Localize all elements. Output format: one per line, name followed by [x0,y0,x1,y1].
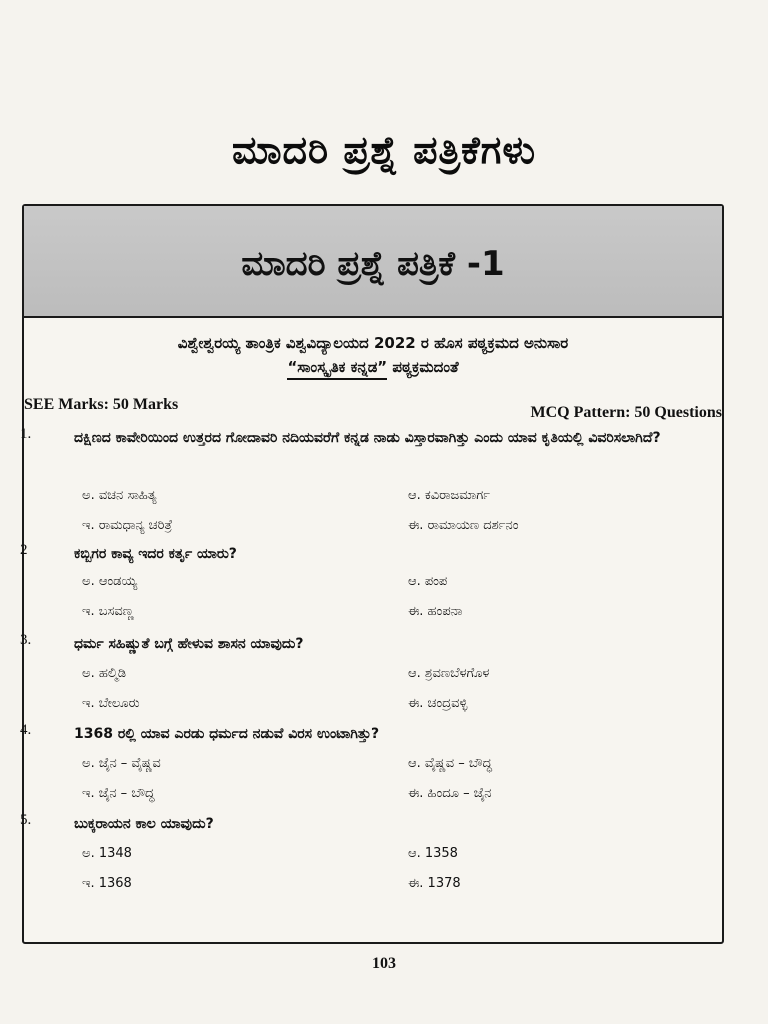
question-number: 4. [20,722,32,738]
question-text: ಕಬ್ಬಿಗರ ಕಾವ್ಯ ಇದರ ಕರ್ತೃ ಯಾರು? [74,546,237,562]
see-marks: SEE Marks: 50 Marks [24,396,179,413]
option: ಇ. ರಾಮಧಾನ್ಯ ಚರಿತ್ರೆ [82,518,173,533]
course-line [24,358,722,376]
option: ಈ. ಹಿಂದೂ – ಜೈನ [408,786,492,801]
option: ಈ. ಹಂಪನಾ [408,604,463,619]
question-number: 3. [20,632,32,648]
option: ಅ. ಹಲ್ಮಿಡಿ [82,666,127,681]
option: ಇ. ಜೈನ – ಬೌದ್ಧ [82,786,155,801]
mcq-pattern: MCQ Pattern: 50 Questions [530,404,722,421]
option: ಆ. ಶ್ರವಣಬೆಳಗೊಳ [408,666,490,681]
option: ಅ. 1348 [82,846,132,861]
option: ಅ. ಜೈನ – ವೈಷ್ಣವ [82,756,161,771]
question-text: ದಕ್ಷಿಣದ ಕಾವೇರಿಯಿಂದ ಉತ್ತರದ ಗೋದಾವರಿ ನದಿಯವರೆಗೆ ಕನ್ನಡ ನಾಡು ವಿಸ್ತಾರವಾಗಿತ್ತು ಎಂದು ಯಾವ ಕೃತಿಯಲ್ಲಿ ವಿವರಿಸಲಾಗಿದೆ? [74,430,661,446]
option: ಆ. ಪಂಪ [408,574,448,589]
option: ಈ. ರಾಮಾಯಣ ದರ್ಶನಂ [408,518,519,533]
question-paper-box [22,204,724,944]
page-number: 103 [372,955,396,972]
question-text: ಬುಕ್ಕರಾಯನ ಕಾಲ ಯಾವುದು? [74,816,214,832]
option: ಇ. ಬಸವಣ್ಣ [82,604,134,619]
option: ಆ. ವೈಷ್ಣವ – ಬೌದ್ಧ [408,756,493,771]
option: ಇ. 1368 [82,876,132,891]
option: ಅ. ಆಂಡಯ್ಯ [82,574,138,589]
course-suffix: ಪಠ್ಯಕ್ರಮದಂತೆ [392,358,459,376]
syllabus-line: ವಿಶ್ವೇಶ್ವರಯ್ಯ ತಾಂತ್ರಿಕ ವಿಶ್ವವಿದ್ಯಾಲಯದ 2022 ರ ಹೊಸ ಪಠ್ಯಕ್ರಮದ ಅನುಸಾರ [177,334,569,352]
option: ಈ. 1378 [408,876,461,891]
page-title: ಮಾದರಿ ಪ್ರಶ್ನೆ ಪತ್ರಿಕೆಗಳು [231,128,537,172]
option: ಈ. ಚಂದ್ರವಳ್ಳಿ [408,696,468,711]
course-name: “ಸಾಂಸ್ಕೃತಿಕ ಕನ್ನಡ” [287,358,387,380]
question-number: 2 [20,542,28,558]
option: ಆ. 1358 [408,846,458,861]
option: ಅ. ವಚನ ಸಾಹಿತ್ಯ [82,488,157,503]
question-text: 1368 ರಲ್ಲಿ ಯಾವ ಎರಡು ಧರ್ಮದ ನಡುವೆ ವಿರಸ ಉಂಟಾಗಿತ್ತು? [74,726,380,742]
question-number: 5. [20,812,32,828]
option: ಇ. ಬೇಲೂರು [82,696,140,711]
option: ಆ. ಕವಿರಾಜಮಾರ್ಗ [408,488,491,503]
question-text: ಧರ್ಮ ಸಹಿಷ್ಣುತೆ ಬಗ್ಗೆ ಹೇಳುವ ಶಾಸನ ಯಾವುದು? [74,636,304,652]
paper-banner-title: ಮಾದರಿ ಪ್ರಶ್ನೆ ಪತ್ರಿಕೆ -1 [241,244,505,284]
paper-banner [24,206,722,318]
question-number: 1. [20,426,32,442]
